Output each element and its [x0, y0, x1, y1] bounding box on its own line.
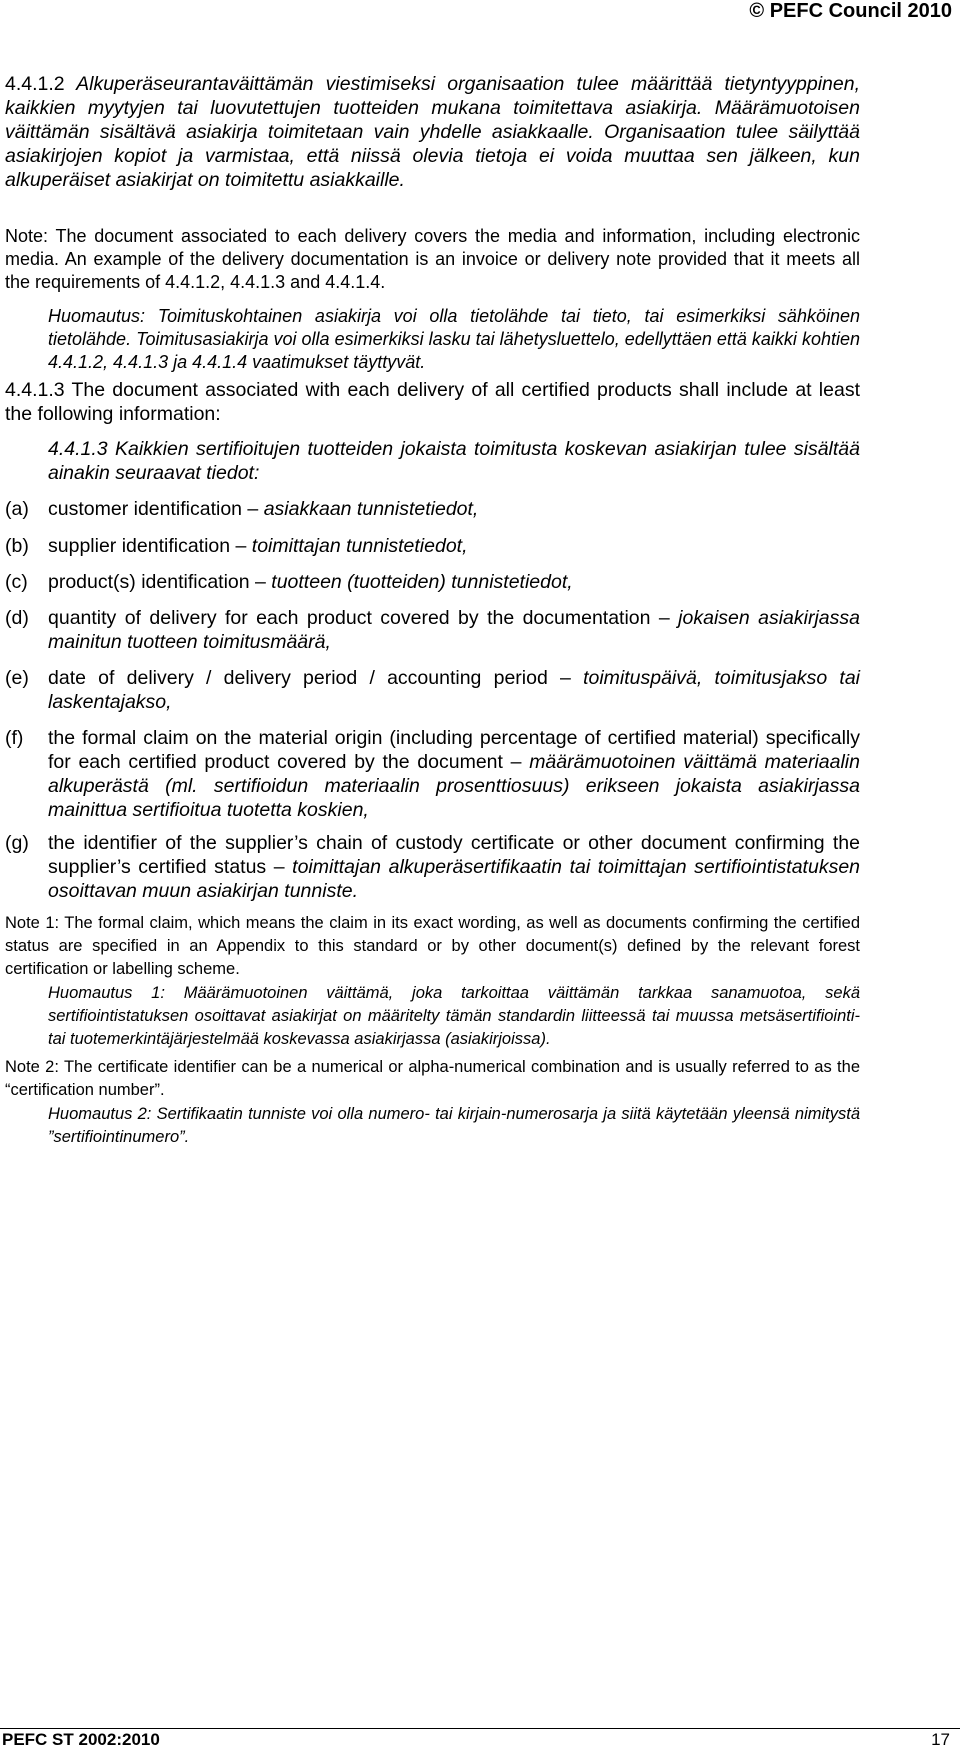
- item-finnish: määrämuotoinen väittämä materiaalin alkuperästä (ml. sertifioidun materiaalin prosenttiosuus) erikseen jokaista asiakirjassa mainittua sertifioitua tuotetta koskien,: [48, 751, 860, 821]
- list-label: (b): [5, 535, 29, 557]
- paragraph-4-4-1-3-finnish: 4.4.1.3 Kaikkien sertifioitujen tuotteiden jokaista toimitusta koskevan asiakirjan tulee sisältää ainakin seuraavat tiedot:: [48, 438, 860, 484]
- item-english: customer identification –: [48, 498, 264, 520]
- item-finnish: asiakkaan tunnistetiedot,: [263, 498, 479, 520]
- note-1-finnish: Huomautus 1: Määrämuotoinen väittämä, joka tarkoittaa väittämän tarkkaa sanamuotoa, sekä sertifiointistatuksen osoittavat asiakirjat on määritelty tämän standardin liitteessä tai muussa metsäsertifiointi- tai tuotemerkintäjärjestelmää koskevassa asiakirjassa (asiakirjoissa).: [48, 984, 860, 1048]
- note-2-finnish: Huomautus 2: Sertifikaatin tunniste voi olla numero- tai kirjain-numerosarja ja siitä käytetään yleensä nimitystä ”sertifiointinumero”.: [48, 1105, 860, 1146]
- list-item-b: [5, 534, 860, 558]
- finnish-text: Alkuperäseurantaväittämän viestimiseksi organisaation tulee määrittää tietyntyyppinen, kaikkien myytyjen tai luovutettujen tuotteiden mukana toimitettava asiakirja. Määrämuotoisen väittämän sisältävä asiakirja toimitetaan vain yhdelle asiakkaalle. Organisaation tulee säilyttää asiakirjojen kopiot ja varmistaa, että niissä olevia tietoja ei voida muuttaa sen jälkeen, kun alkuperäiset asiakirjat on toimitettu asiakkaille.: [5, 73, 860, 191]
- list-label: (e): [5, 667, 29, 689]
- page-number: 17: [931, 1730, 950, 1749]
- item-finnish: toimittajan alkuperäsertifikaatin tai toimittajan sertifiointistatuksen osoittavan muun asiakirjan tunniste.: [48, 856, 861, 902]
- item-english: product(s) identification –: [48, 571, 272, 593]
- page-header: © PEFC Council 2010: [749, 0, 952, 22]
- list-label: (a): [5, 498, 29, 520]
- list-label: (c): [5, 571, 28, 593]
- item-english: supplier identification –: [48, 535, 252, 557]
- list-item-f: [5, 726, 860, 822]
- item-english: date of delivery / delivery period / accounting period –: [48, 667, 584, 689]
- list-item-e: [5, 666, 860, 714]
- note-2-english: Note 2: The certificate identifier can be a numerical or alpha-numerical combination and is usually referred to as the “certification number”.: [5, 1058, 860, 1099]
- item-english: the formal claim on the material origin (including percentage of certified material) specifically for each certified product covered by the document –: [48, 727, 860, 773]
- paragraph-4-4-1-3-english: 4.4.1.3 The document associated with each delivery of all certified products shall include at least the following information:: [5, 379, 860, 425]
- item-finnish: tuotteen (tuotteiden) tunnistetiedot,: [271, 571, 573, 593]
- list-label: (g): [5, 832, 29, 854]
- item-finnish: toimittajan tunnistetiedot,: [251, 535, 468, 557]
- item-english: the identifier of the supplier’s chain of custody certificate or other document confirming the supplier’s certified status –: [48, 832, 860, 878]
- list-label: (f): [5, 727, 24, 749]
- list-item-a: [5, 497, 860, 521]
- list-label: (d): [5, 607, 29, 629]
- item-finnish: toimituspäivä, toimitusjakso tai laskentajakso,: [48, 667, 860, 713]
- note-finnish: Huomautus: Toimituskohtainen asiakirja voi olla tietolähde tai tieto, tai esimerkiksi sähköinen tietolähde. Toimitusasiakirja voi olla esimerkiksi lasku tai lähetysluettelo, edellyttäen että kaikki kohtien 4.4.1.2, 4.4.1.3 ja 4.4.1.4 vaatimukset täyttyvät.: [48, 306, 860, 372]
- footer-divider: [0, 1728, 960, 1729]
- list-item-c: [5, 570, 860, 594]
- section-number: 4.4.1.2: [5, 73, 65, 95]
- note-english: Note: The document associated to each delivery covers the media and information, including electronic media. An example of the delivery documentation is an invoice or delivery note provided that it meets all the requirements of 4.4.1.2, 4.4.1.3 and 4.4.1.4.: [5, 226, 860, 292]
- document-id: PEFC ST 2002:2010: [2, 1730, 160, 1749]
- item-english: quantity of delivery for each product covered by the documentation –: [48, 607, 679, 629]
- note-1-english: Note 1: The formal claim, which means the claim in its exact wording, as well as documents confirming the certified status are specified in an Appendix to this standard or by other document(s) defined by the relevant forest certification or labelling scheme.: [5, 914, 860, 978]
- list-item-d: [5, 606, 860, 654]
- paragraph-4-4-1-2: [5, 72, 860, 192]
- item-finnish: jokaisen asiakirjassa mainitun tuotteen toimitusmäärä,: [48, 607, 860, 653]
- list-item-g: [5, 831, 860, 903]
